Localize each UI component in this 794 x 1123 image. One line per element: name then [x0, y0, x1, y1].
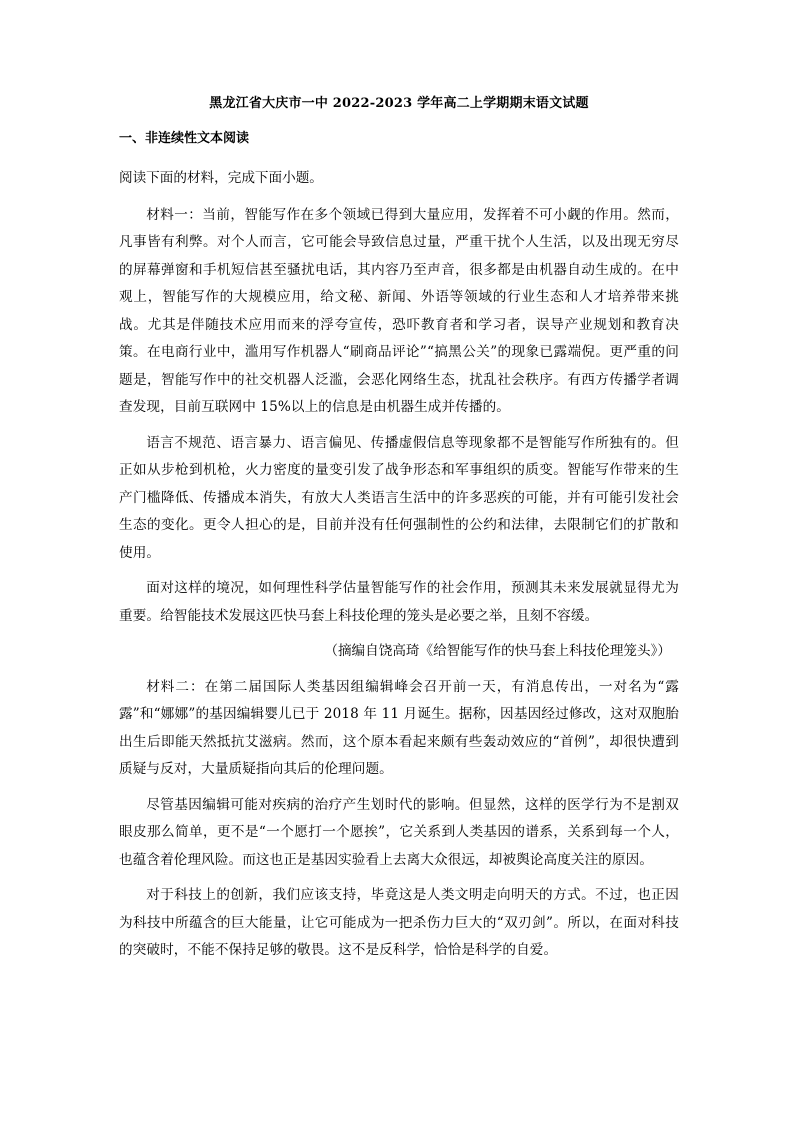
source-citation: （摘编自饶高琦《给智能写作的快马套上科技伦理笼头》）: [324, 643, 671, 659]
material-two-paragraph: 材料二：在第二届国际人类基因组编辑峰会召开前一天，有消息传出，一对名为“露露”和“娜娜”的基因编辑婴儿已于 2018 年 11 月诞生。据称，因基因经过修改，这对双胞胎出生后即能天然抵抗艾滋病。然而，这个原本看起来颇有些轰动效应的“首例”，却很快遭到质疑与反对，大量质疑指向其后的伦理问题。: [119, 678, 679, 777]
reading-instruction: 阅读下面的材料，完成下面小题。: [119, 170, 323, 186]
material-one-paragraph: 面对这样的境况，如何理性科学估量智能写作的社会作用，预测其未来发展就显得尤为重要。给智能技术发展这匹快马套上科技伦理的笼头是必要之举，且刻不容缓。: [119, 580, 679, 624]
section-heading: 一、非连续性文本阅读: [119, 131, 250, 146]
document-content: [119, 94, 679, 973]
material-two-paragraph: 尽管基因编辑可能对疾病的治疗产生划时代的影响。但显然，这样的医学行为不是割双眼皮那么简单，更不是“一个愿打一个愿挨”，它关系到人类基因的谱系，关系到每一个人，也蕴含着伦理风险。而这也正是基因实验看上去离大众很远，却被舆论高度关注的原因。: [119, 796, 679, 868]
material-one-paragraph: 材料一：当前，智能写作在多个领域已得到大量应用，发挥着不可小觑的作用。然而，凡事皆有利弊。对个人而言，它可能会导致信息过量，严重干扰个人生活，以及出现无穷尽的屏幕弹窗和手机短信甚至骚扰电话，其内容乃至声音，很多都是由机器自动生成的。在中观上，智能写作的大规模应用，给文秘、新闻、外语等领域的行业生态和人才培养带来挑战。尤其是伴随技术应用而来的浮夸宣传，恐吓教育者和学习者，误导产业规划和教育决策。在电商行业中，滥用写作机器人“刷商品评论”“搞黑公关”的现象已露端倪。更严重的问题是，智能写作中的社交机器人泛滥，会恶化网络生态，扰乱社会秩序。有西方传播学者调查发现，目前互联网中 15%以上的信息是由机器生成并传播的。: [119, 206, 679, 415]
material-two-paragraph: 对于科技上的创新，我们应该支持，毕竟这是人类文明走向明天的方式。不过，也正因为科技中所蕴含的巨大能量，让它可能成为一把杀伤力巨大的“双刃剑”。所以，在面对科技的突破时，不能不保持足够的敬畏。这不是反科学，恰恰是科学的自爱。: [119, 887, 679, 958]
exam-title: 黑龙江省大庆市一中 2022-2023 学年高二上学期期末语文试题: [209, 96, 589, 111]
material-one-paragraph: 语言不规范、语言暴力、语言偏见、传播虚假信息等现象都不是智能写作所独有的。但正如从步枪到机枪，火力密度的量变引发了战争形态和军事组织的质变。智能写作带来的生产门槛降低、传播成本消失，有放大人类语言生活中的许多恶疾的可能，并有可能引发社会生态的变化。更令人担心的是，目前并没有任何强制性的公约和法律，去限制它们的扩散和使用。: [119, 434, 679, 561]
